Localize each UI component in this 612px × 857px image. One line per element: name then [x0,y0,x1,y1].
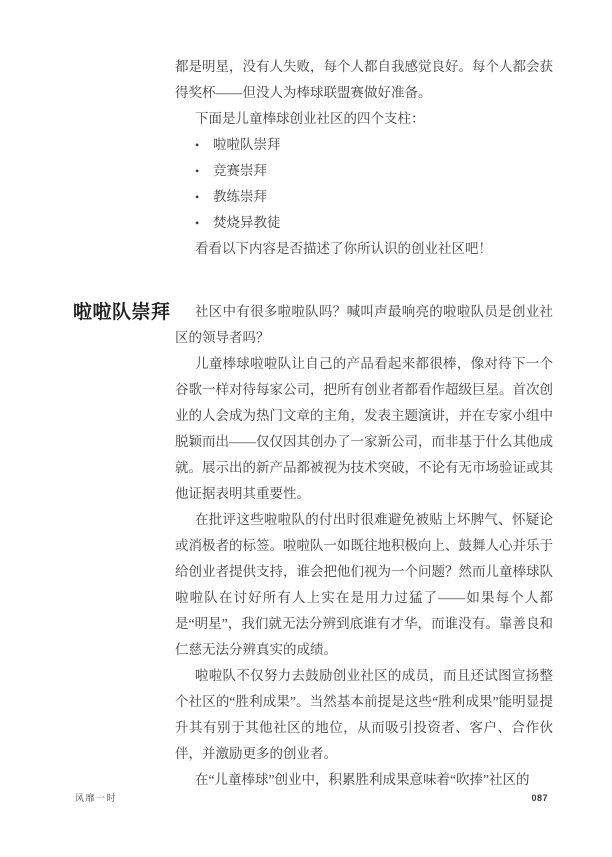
section-paragraph: 在批评这些啦啦队的付出时很难避免被贴上坏脾气、怀疑论或消极者的标签。啦啦队一如既往地积极向上、鼓舞人心并乐于给创业者提供支持，谁会把他们视为一个问题？然而儿童棒球队啦啦队在讨好所有人上实在是用力过猛了——如果每个人都是“明星”，我们就无法分辨到底谁有才华，而谁没有。靠善良和仁慈无法分辨真实的成绩。 [175,512,553,657]
bullet-icon: • [195,164,200,178]
section-paragraph: 啦啦队不仅努力去鼓励创业社区的成员，而且还试图宣扬整个社区的“胜利成果”。当然基本前提是这些“胜利成果”能明显提升其有别于其他社区的地位，从而吸引投资者、客户、合作伙伴，并激励更多的创业者。 [175,668,553,761]
page-footer [75,791,548,804]
bullet-icon: • [195,190,200,204]
book-title: 风靡一时 [75,793,118,803]
section-heading: 啦啦队崇拜 [73,302,171,323]
section-paragraph: 社区中有很多啦啦队吗？喊叫声最响亮的啦啦队员是创业社区的领导者吗？ [175,304,553,345]
section-cheerleader-worship [73,299,553,793]
list-item [175,210,553,236]
paragraph-closing-line: 看看以下内容是否描述了你所认识的创业社区吧！ [195,241,492,256]
list-item [175,132,553,158]
list-item-label: 啦啦队崇拜 [213,137,281,152]
paragraph-pillars-intro: 下面是儿童棒球创业社区的四个支柱： [195,111,425,126]
list-item [175,184,553,210]
list-item [175,158,553,184]
list-item-label: 焚烧异教徒 [213,215,281,230]
section-paragraph: 儿童棒球啦啦队让自己的产品看起来都很棒，像对待下一个谷歌一样对待每家公司，把所有创业者都看作超级巨星。首次创业的人会成为热门文章的主角，发表主题演讲，并在专家小组中脱颖而出——仅仅因其创办了一家新公司，而非基于什么其他成就。展示出的新产品都被视为技术突破，不论有无市场验证或其他证据表明其重要性。 [175,356,553,501]
bullet-icon: • [195,138,200,152]
top-block [175,54,553,262]
bullet-icon: • [195,216,200,230]
section-paragraph: 在“儿童棒球”创业中，积累胜利成果意味着“吹捧”社区的 [195,772,530,787]
pillars-list [175,132,553,236]
text-column [73,54,553,793]
paragraph-continued: 都是明星，没有人失败，每个人都自我感觉良好。每个人都会获得奖杯——但没人为棒球联盟赛做好准备。 [175,59,553,100]
list-item-label: 竞赛崇拜 [213,163,267,178]
page-number: 087 [531,792,548,803]
list-item-label: 教练崇拜 [213,189,267,204]
